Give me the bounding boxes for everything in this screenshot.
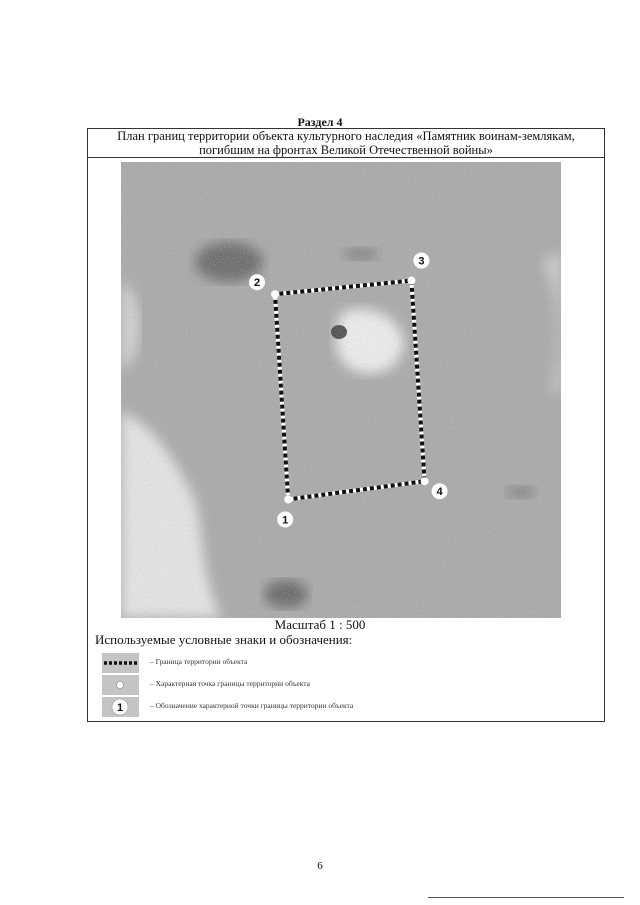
legend-item-point (102, 675, 602, 695)
scale-label: Масштаб 1 : 500 (274, 617, 366, 632)
boundary-point-4 (421, 477, 429, 485)
legend-swatch-point (102, 675, 139, 695)
numbered-circle-icon (102, 697, 139, 717)
white-dot-icon (102, 675, 139, 695)
dotted-line-icon (102, 653, 139, 673)
page-number: 6 (317, 860, 323, 872)
point-label-1: 1 (282, 514, 289, 527)
legend-swatch-boundary (102, 653, 139, 673)
boundary-point-3 (407, 277, 415, 285)
legend-item-boundary (102, 653, 602, 673)
boundary-point-2 (271, 290, 279, 298)
plan-title (88, 129, 604, 158)
point-label-2: 2 (253, 277, 261, 290)
point-label-4: 4 (436, 486, 443, 499)
legend-swatch-point-label (102, 697, 139, 717)
legend-text-point-label: – Обозначение характерной точки границы территории объекта (150, 701, 354, 710)
footer-line (428, 897, 624, 898)
map-texture (121, 162, 561, 618)
boundary-point-1 (284, 495, 292, 503)
section-title: Раздел 4 (297, 115, 343, 129)
legend-title: Используемые условные знаки и обозначения: (95, 632, 353, 647)
plan-title-line-1: План границ территории объекта культурного наследия «Памятник воинам-землякам, (117, 129, 575, 143)
legend-marker-number: 1 (116, 702, 124, 714)
legend-item-point-label (102, 697, 602, 717)
legend-text-boundary: – Граница территории объекта (150, 657, 248, 666)
map-svg (121, 162, 561, 618)
boundary-map (121, 162, 561, 618)
point-label-3: 3 (418, 255, 425, 268)
legend-text-point: – Характерная точка границы территории объекта (150, 679, 310, 688)
plan-title-line-2: погибшим на фронтах Великой Отечественной войны» (199, 143, 493, 157)
